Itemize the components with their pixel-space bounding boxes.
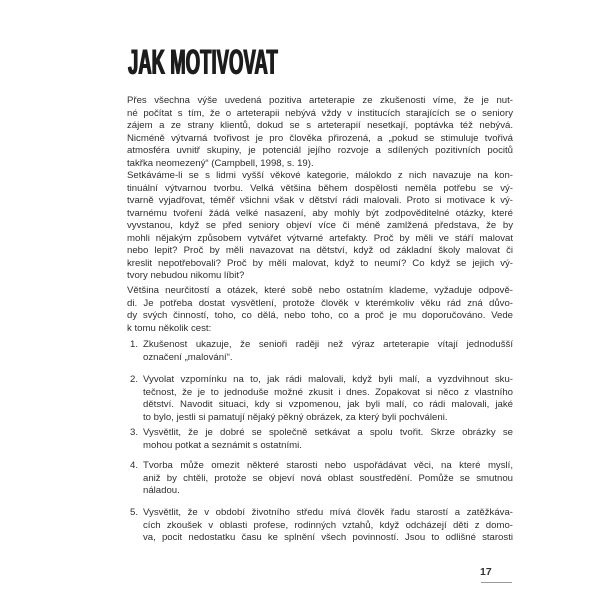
list-item-5 [127,507,513,545]
list-item-4-number: 4. [130,460,139,471]
list-item-4 [127,460,513,498]
footer-rule [481,582,512,583]
list-item-3-text: Vysvětlit, že je dobré se společně setkávat a spolu tvořit. Skrze obrázky se mohou potkat a seznámit s ostatními. [143,427,513,451]
list-item-2 [127,374,513,424]
paragraph-1: Přes všechna výše uvedená pozitiva arteterapie ze zkušenosti víme, že je nut- né počítat s tím, že o arteterapii nebývá vždy v institucích starajících se o seniory zájem a ze strany klientů, dokud se s arteterapií nesetkají, poptávka též nebývá. Nicméně výtvarná tvořivost je pro člověka přirozená, a „pokud se stimuluje tvořivá atmosféra uvnitř skupiny, je potenciál jejího rozvoje a sdílených pozitivních pocitů takřka neomezený“ (Campbell, 1998, s. 19). [127,95,513,169]
paragraph-2: Setkáváme-li se s lidmi vyšší věkové kategorie, málokdo z nich navazuje na kon- tinuální výtvarnou tvorbu. Velká většina během dospělosti neměla potřebu se vý- tvarně vyjadřovat, téměř všichni však v dětství rádi malovali. Proto si motivace k vý- tvarnému tvoření žádá velké nasazení, aby mohly být zodpověditelné otázky, které vyvstanou, když se před seniory objeví více či méně zamlžená představa, že by mohli nějakým způsobem vytvářet výtvarné artefakty. Proč by měli ve stáří malovat nebo lepit? Proč by měli navazovat na dětství, když od základní školy malovat či kreslit nepotřebovali? Proč by měli malovat, když to neumí? Co když se jejich vý- tvory nebudou nikomu líbit? [127,170,513,281]
list-item-2-number: 2. [130,374,139,385]
list-item-1-text: Zkušenost ukazuje, že senioři raději než výraz arteterapie vítají jednodušší označení „malování“. [143,339,513,363]
list-item-3-number: 3. [130,427,139,438]
paragraph-3: Většina neurčitostí a otázek, které sobě nebo ostatním klademe, vyžaduje odpově- di. Je potřeba dostat vysvětlení, protože člověk v kterémkoliv věku rád zná důvo- dy svých činností, toho, co dělá, nebo toho, co a proč je mu doporučováno. Vede k tomu několik cest: [127,285,513,334]
list-item-5-text: Vysvětlit, že v období životního středu mívá člověk řadu starostí a zatěžkáva- cích zkoušek v oblasti profese, rodinných vztahů, když odcházejí děti z domo- va, pocit nedostatku času ke splnění všech povinností. Jsou to odlišné starosti [143,507,513,543]
list-item-4-text: Tvorba může omezit některé starosti nebo uspořádávat věci, na které myslí, aniž by chtěli, protože se objeví nová oblast soustředění. Pomůže se smutnou náladou. [143,460,513,496]
list-item-1-number: 1. [130,339,139,350]
list-item-3 [127,427,513,452]
page-number: 17 [480,566,492,578]
page-title: JAK MOTIVOVAT [128,43,278,82]
list-item-2-text: Vyvolat vzpomínku na to, jak rádi malovali, když byli malí, a vyzdvihnout sku- tečnost, že je to jednoduše možné zkusit i dnes. Zopakovat si něco z vlastního dětství. Navodit situaci, kdy si vzpomenou, jak byli malí, co rádi malovali, jaké to bylo, jestli si pamatují nějaký pěkný obrázek, za který byli pochváleni. [143,374,513,423]
list-item-1 [127,339,513,364]
list-item-5-number: 5. [130,507,139,518]
